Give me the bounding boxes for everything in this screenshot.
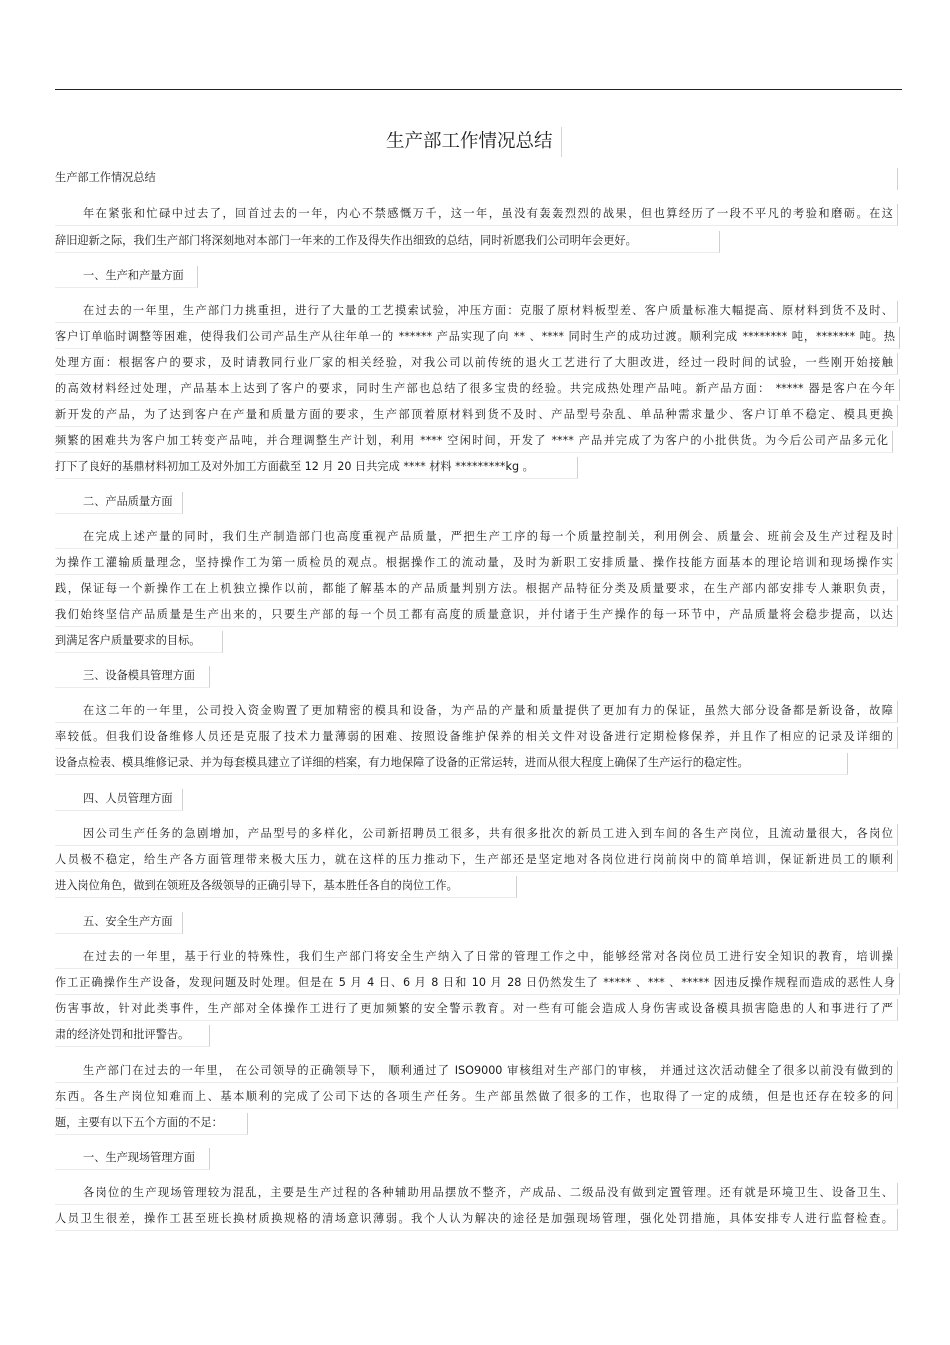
paragraph-line: 东西。各生产岗位知难而上、基本顺利的完成了公司下达的各项生产任务。生产部虽然做了很多的工作，也取得了一定的成绩，但是也还存在较多的问 — [55, 1087, 898, 1109]
paragraph-line: 生产部门在过去的一年里， 在公司领导的正确领导下， 顺利通过了 ISO9000 审核组对生产部门的审核， 并通过这次活动健全了很多以前没有做到的 — [55, 1061, 898, 1083]
header-rule — [55, 89, 902, 90]
paragraph-line: 设备点检表、模具维修记录、并为每套模具建立了详细的档案，有力地保障了设备的正常运转，进而从很大程度上确保了生产运行的稳定性。 — [55, 753, 848, 775]
paragraph-line: 各岗位的生产现场管理较为混乱，主要是生产过程的各种辅助用品摆放不整齐，产成品、二级品没有做到定置管理。还有就是环境卫生、设备卫生、 — [55, 1183, 898, 1205]
paragraph-line: 在这二年的一年里，公司投入资金购置了更加精密的模具和设备，为产品的产量和质量提供了更加有力的保证，虽然大部分设备都是新设备，故障 — [55, 701, 898, 723]
section-heading: 四、人员管理方面 — [55, 789, 183, 811]
section-heading: 一、生产现场管理方面 — [55, 1148, 210, 1170]
section-heading: 五、安全生产方面 — [55, 912, 183, 934]
paragraph-line: 客户订单临时调整等困难，使得我们公司产品生产从往年单一的 ****** 产品实现了向 ** 、**** 同时生产的成功过渡。顺利完成 ******** 吨，******* 吨。热 — [55, 327, 900, 349]
paragraph-line: 在完成上述产量的同时，我们生产制造部门也高度重视产品质量，严把生产工序的每一个质量控制关，利用例会、质量会、班前会及生产过程及时 — [55, 527, 898, 549]
paragraph-line: 处理方面：根据客户的要求，及时请教同行业厂家的相关经验，对我公司以前传统的退火工艺进行了大胆改进，经过一段时间的试验，一些刚开始接触 — [55, 353, 898, 375]
paragraph-line: 频繁的困难共为客户加工转变产品吨，并合理调整生产计划，利用 **** 空闲时间，开发了 **** 产品并完成了为客户的小批供货。为今后公司产品多元化 — [55, 431, 893, 453]
paragraph-line: 因公司生产任务的急剧增加，产品型号的多样化，公司新招聘员工很多，共有很多批次的新员工进入到车间的各生产岗位，且流动量很大，各岗位 — [55, 824, 898, 846]
paragraph-line: 题，主要有以下五个方面的不足： — [55, 1113, 248, 1135]
paragraph-line: 打下了良好的基鼎材料初加工及对外加工方面截至 12 月 20 日共完成 **** 材料 *********kg 。 — [55, 457, 578, 479]
paragraph-line: 率较低。但我们设备维修人员还是克服了技术力量薄弱的困难、按照设备维护保养的相关文件对设备进行定期检修保养，并且作了相应的记录及详细的 — [55, 727, 898, 749]
paragraph-line: 的高效材料经过处理，产品基本上达到了客户的要求，同时生产部也总结了很多宝贵的经验。共完成热处理产品吨。新产品方面： ***** 器是客户在今年 — [55, 379, 900, 401]
paragraph-line: 进入岗位角色，做到在领班及各级领导的正确引导下，基本胜任各自的岗位工作。 — [55, 876, 517, 898]
page-title: 生产部工作情况总结 — [380, 127, 562, 157]
paragraph-line: 肃的经济处罚和批评警告。 — [55, 1025, 210, 1047]
paragraph-line: 作工正确操作生产设备，发现问题及时处理。但是在 5 月 4 日、6 月 8 日和 10 月 28 日仍然发生了 ***** 、*** 、***** 因违反操作规程而造成的恶性人身 — [55, 973, 900, 995]
paragraph-line: 为操作工灌输质量理念，坚持操作工为第一质检员的观点。根据操作工的流动量，及时为新职工安排质量、操作技能方面基本的理论培训和现场操作实 — [55, 553, 898, 575]
paragraph-line: 人员极不稳定，给生产各方面管理带来极大压力，就在这样的压力推动下，生产部还是坚定地对各岗位进行岗前岗中的简单培训，保证新进员工的顺利 — [55, 850, 898, 872]
paragraph-line: 在过去的一年里，基于行业的特殊性，我们生产部门将安全生产纳入了日常的管理工作之中，能够经常对各岗位员工进行安全知识的教育，培训操 — [55, 947, 898, 969]
section-heading: 一、生产和产量方面 — [55, 266, 198, 288]
paragraph-line: 践，保证每一个新操作工在上机独立操作以前，都能了解基本的产品质量判别方法。根据产品特征分类及质量要求，在生产部内部安排专人兼职负责， — [55, 579, 898, 601]
paragraph-line: 新开发的产品，为了达到客户在产量和质量方面的要求，生产部顶着原材料到货不及时、产品型号杂乱、单品种需求量少、客户订单不稳定、模具更换 — [55, 405, 898, 427]
paragraph-line: 伤害事故，针对此类事件，生产部对全体操作工进行了更加频繁的安全警示教育。对一些有可能会造成人身伤害或设备模具损害隐患的人和事进行了严 — [55, 999, 898, 1021]
paragraph-line: 我们始终坚信产品质量是生产出来的，只要生产部的每一个员工都有高度的质量意识，并付诸于生产操作的每一环节中，产品质量将会稳步提高，以达 — [55, 605, 898, 627]
paragraph-line: 年在紧张和忙碌中过去了，回首过去的一年，内心不禁感慨万千，这一年，虽没有轰轰烈烈的战果，但也算经历了一段不平凡的考验和磨砺。在这 — [55, 204, 898, 226]
paragraph-line: 人员卫生很差，操作工甚至班长换材质换规格的清场意识薄弱。我个人认为解决的途径是加强现场管理，强化处罚措施，具体安排专人进行监督检查。 — [55, 1209, 898, 1231]
paragraph-line: 在过去的一年里，生产部门力挑重担，进行了大量的工艺摸索试验，冲压方面：克服了原材料板型差、客户质量标准大幅提高、原材料到货不及时、 — [55, 301, 898, 323]
paragraph-line: 到满足客户质量要求的目标。 — [55, 631, 223, 653]
doc-subtitle: 生产部工作情况总结 — [55, 168, 898, 190]
section-heading: 三、设备模具管理方面 — [55, 666, 210, 688]
paragraph-line: 辞旧迎新之际，我们生产部门将深刻地对本部门一年来的工作及得失作出细致的总结，同时祈愿我们公司明年会更好。 — [55, 231, 720, 253]
section-heading: 二、产品质量方面 — [55, 492, 183, 514]
